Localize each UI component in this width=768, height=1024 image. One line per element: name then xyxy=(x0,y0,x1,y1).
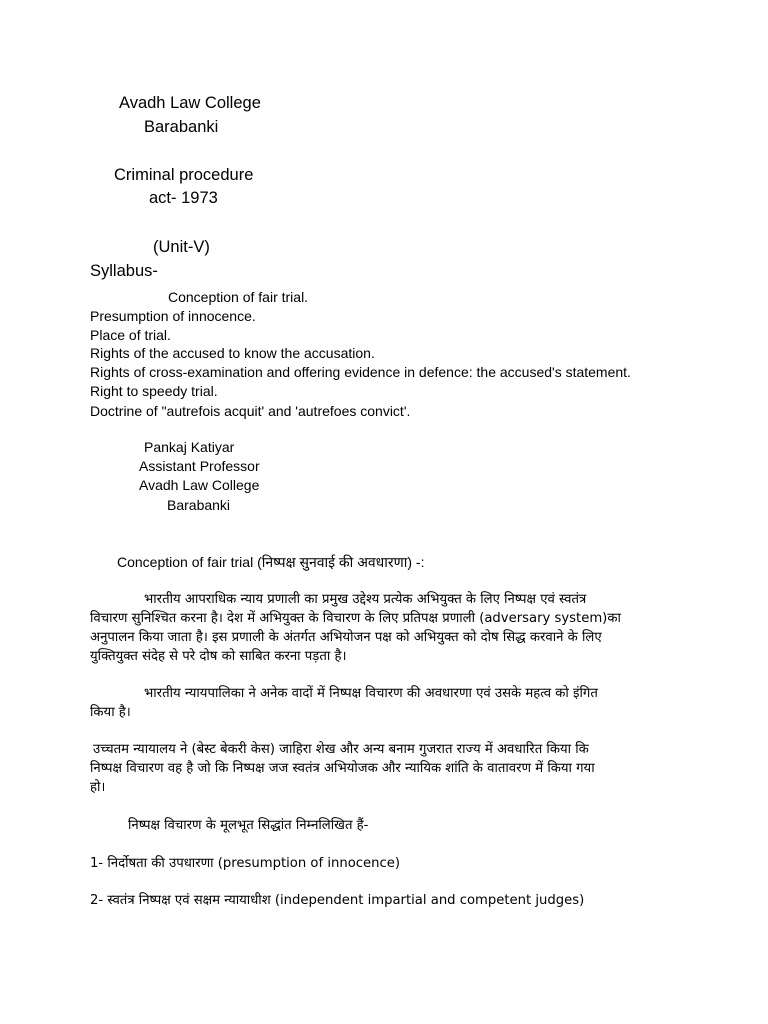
paragraph-line: विचारण सुनिश्चित करना है। देश में अभियुक्त के विचारण के लिए प्रतिपक्ष प्रणाली (adversary system)का xyxy=(90,611,621,626)
section-heading: Conception of fair trial (निष्पक्ष सुनवाई की अवधारणा) -: xyxy=(117,554,425,570)
syllabus-item: Right to speedy trial. xyxy=(90,383,218,399)
syllabus-item: Conception of fair trial. xyxy=(168,289,309,305)
principles-heading: निष्पक्ष विचारण के मूलभूत सिद्धांत निम्नलिखित हैं- xyxy=(128,818,369,833)
author-name: Pankaj Katiyar xyxy=(144,439,235,455)
subject-act: act- 1973 xyxy=(149,189,218,207)
syllabus-item: Rights of the accused to know the accusation. xyxy=(90,345,375,361)
college-name: Avadh Law College xyxy=(119,94,261,112)
college-city: Barabanki xyxy=(144,118,219,136)
syllabus-item: Presumption of innocence. xyxy=(90,308,256,324)
syllabus-label: Syllabus- xyxy=(90,262,158,280)
syllabus-item: Doctrine of "autrefois acquit' and 'autrefoes convict'. xyxy=(90,403,411,419)
paragraph-line: युक्तियुक्त संदेह से परे दोष को साबित करना पड़ता है। xyxy=(90,649,347,664)
paragraph-line: अनुपालन किया जाता है। इस प्रणाली के अंतर्गत अभियोजन पक्ष को अभियुक्त को दोष सिद्ध करवाने के लिए xyxy=(90,630,602,645)
paragraph-line: किया है। xyxy=(90,705,131,720)
paragraph-line: निष्पक्ष विचारण वह है जो कि निष्पक्ष जज स्वतंत्र अभियोजक और न्यायिक शांति के वातावरण में किया गया xyxy=(90,761,595,776)
paragraph-line: हो। xyxy=(90,780,106,795)
principle-item: 2- स्वतंत्र निष्पक्ष एवं सक्षम न्यायाधीश (independent impartial and competent judges) xyxy=(90,893,585,908)
author-city: Barabanki xyxy=(167,497,231,513)
author-college: Avadh Law College xyxy=(139,477,260,493)
syllabus-item: Place of trial. xyxy=(90,327,171,343)
unit-label: (Unit-V) xyxy=(153,238,210,256)
subject-title: Criminal procedure xyxy=(114,166,254,184)
author-designation: Assistant Professor xyxy=(139,458,260,474)
principle-item: 1- निर्दोषता की उपधारणा (presumption of innocence) xyxy=(90,856,400,871)
paragraph-line: उच्चतम न्यायालय ने (बेस्ट बेकरी केस) जाहिरा शेख और अन्य बनाम गुजरात राज्य में अवधारित किया कि xyxy=(93,742,589,757)
syllabus-item: Rights of cross-examination and offering evidence in defence: the accused's statement. xyxy=(90,364,631,380)
paragraph-line: भारतीय न्यायपालिका ने अनेक वादों में निष्पक्ष विचारण की अवधारणा एवं उसके महत्व को इंगित xyxy=(144,686,598,701)
paragraph-line: भारतीय आपराधिक न्याय प्रणाली का प्रमुख उद्देश्य प्रत्येक अभियुक्त के लिए निष्पक्ष एवं स्वतंत्र xyxy=(144,592,587,607)
